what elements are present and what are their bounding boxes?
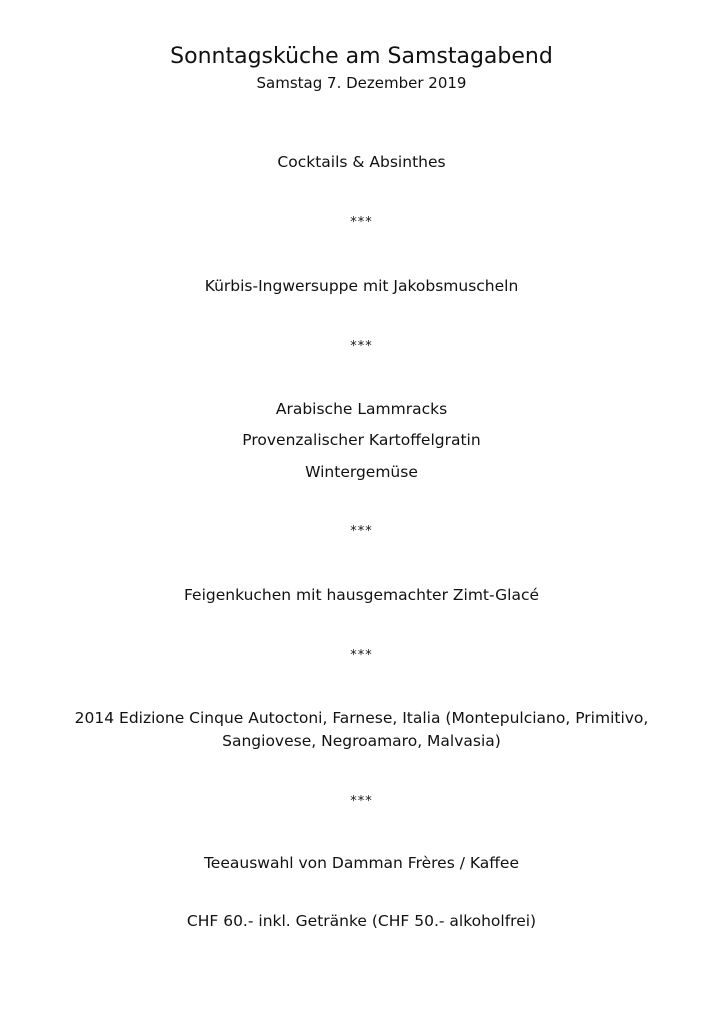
main-course-item: Provenzalischer Kartoffelgratin: [242, 431, 481, 449]
course-starter: Kürbis-Ingwersuppe mit Jakobsmuscheln: [204, 277, 519, 295]
course-separator: ***: [350, 794, 373, 809]
course-coffee: Teeauswahl von Damman Frères / Kaffee: [203, 854, 520, 872]
course-separator: ***: [350, 648, 373, 663]
course-separator: ***: [350, 215, 373, 230]
course-separator: ***: [350, 524, 373, 539]
course-aperitif: Cocktails & Absinthes: [277, 153, 446, 171]
menu-price: CHF 60.- inkl. Getränke (CHF 50.- alkoholfrei): [186, 912, 537, 930]
wine-line: Sangiovese, Negroamaro, Malvasia): [222, 732, 501, 750]
page-title: Sonntagsküche am Samstagabend: [170, 44, 553, 69]
wine-line: 2014 Edizione Cinque Autoctoni, Farnese, Italia (Montepulciano, Primitivo,: [74, 709, 649, 727]
event-date: Samstag 7. Dezember 2019: [256, 74, 467, 92]
main-course-item: Arabische Lammracks: [275, 400, 448, 418]
course-dessert: Feigenkuchen mit hausgemachter Zimt-Glacé: [183, 586, 540, 604]
main-course-item: Wintergemüse: [305, 463, 418, 481]
course-separator: ***: [350, 339, 373, 354]
